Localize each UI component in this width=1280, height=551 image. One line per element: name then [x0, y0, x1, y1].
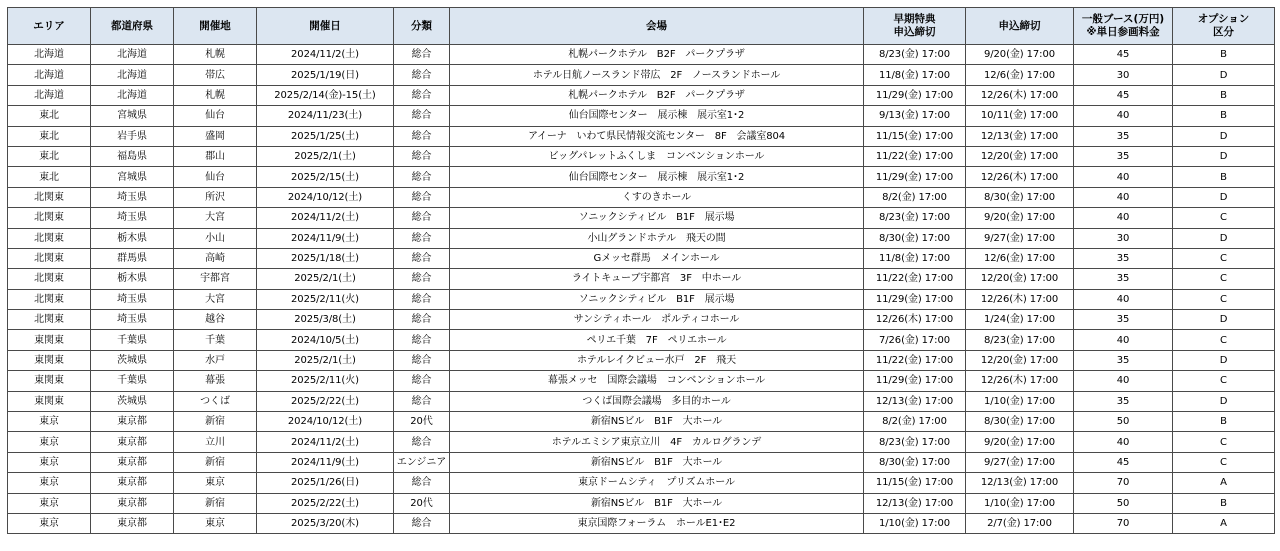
cell-deadline: 8/23(金) 17:00: [966, 330, 1074, 350]
table-header-row: [8, 8, 1275, 45]
cell-date: 2025/1/25(土): [257, 126, 394, 146]
cell-prefecture: 群馬県: [91, 248, 174, 268]
cell-prefecture: 東京都: [91, 473, 174, 493]
cell-venue: ホテル日航ノースランド帯広 2F ノースランドホール: [450, 65, 864, 85]
cell-category: 20代: [394, 493, 450, 513]
cell-option: D: [1173, 228, 1275, 248]
cell-option: D: [1173, 187, 1275, 207]
cell-deadline: 12/20(金) 17:00: [966, 269, 1074, 289]
table-row: [8, 391, 1275, 411]
cell-area: 北関東: [8, 187, 91, 207]
header-booth-fee-line2: ※単日参画料金: [1086, 26, 1160, 38]
cell-booth-fee: 70: [1074, 473, 1173, 493]
cell-area: 東京: [8, 412, 91, 432]
cell-deadline: 12/13(金) 17:00: [966, 126, 1074, 146]
cell-date: 2025/2/14(金)-15(土): [257, 85, 394, 105]
cell-category: 総合: [394, 45, 450, 65]
cell-booth-fee: 45: [1074, 452, 1173, 472]
cell-option: C: [1173, 371, 1275, 391]
cell-area: 北海道: [8, 45, 91, 65]
cell-city: 立川: [174, 432, 257, 452]
cell-prefecture: 茨城県: [91, 350, 174, 370]
header-early-deadline-line1: 早期特典: [893, 13, 936, 25]
cell-city: 仙台: [174, 106, 257, 126]
cell-deadline: 12/6(金) 17:00: [966, 248, 1074, 268]
cell-venue: 札幌パークホテル B2F パークプラザ: [450, 45, 864, 65]
cell-date: 2025/1/18(土): [257, 248, 394, 268]
cell-date: 2025/2/1(土): [257, 350, 394, 370]
header-option: [1173, 8, 1275, 45]
cell-option: B: [1173, 85, 1275, 105]
cell-booth-fee: 50: [1074, 412, 1173, 432]
cell-area: 東関東: [8, 350, 91, 370]
cell-category: 総合: [394, 85, 450, 105]
cell-category: 総合: [394, 248, 450, 268]
table-row: [8, 187, 1275, 207]
cell-date: 2024/11/9(土): [257, 228, 394, 248]
header-early-deadline: [864, 8, 966, 45]
table-row: [8, 167, 1275, 187]
cell-area: 北海道: [8, 85, 91, 105]
cell-venue: ビッグパレットふくしま コンベンションホール: [450, 146, 864, 166]
cell-early-deadline: 11/22(金) 17:00: [864, 269, 966, 289]
cell-venue: ペリエ千葉 7F ペリエホール: [450, 330, 864, 350]
table-row: [8, 248, 1275, 268]
cell-prefecture: 福島県: [91, 146, 174, 166]
cell-venue: 仙台国際センター 展示棟 展示室1･2: [450, 106, 864, 126]
cell-booth-fee: 40: [1074, 330, 1173, 350]
cell-date: 2025/3/20(木): [257, 513, 394, 533]
table-row: [8, 126, 1275, 146]
cell-early-deadline: 11/8(金) 17:00: [864, 248, 966, 268]
cell-venue: ホテルレイクビュー水戸 2F 飛天: [450, 350, 864, 370]
cell-early-deadline: 8/23(金) 17:00: [864, 208, 966, 228]
cell-date: 2024/11/9(土): [257, 452, 394, 472]
header-prefecture: 都道府県: [91, 8, 174, 45]
cell-deadline: 9/27(金) 17:00: [966, 228, 1074, 248]
cell-deadline: 12/6(金) 17:00: [966, 65, 1074, 85]
cell-venue: アイーナ いわて県民情報交流センター 8F 会議室804: [450, 126, 864, 146]
header-category: 分類: [394, 8, 450, 45]
cell-city: 宇都宮: [174, 269, 257, 289]
table-row: [8, 45, 1275, 65]
cell-date: 2025/1/26(日): [257, 473, 394, 493]
cell-option: D: [1173, 391, 1275, 411]
cell-prefecture: 埼玉県: [91, 310, 174, 330]
cell-option: B: [1173, 493, 1275, 513]
cell-venue: 東京国際フォーラム ホールE1･E2: [450, 513, 864, 533]
cell-city: 高崎: [174, 248, 257, 268]
cell-early-deadline: 8/23(金) 17:00: [864, 45, 966, 65]
cell-city: 盛岡: [174, 126, 257, 146]
cell-deadline: 12/20(金) 17:00: [966, 146, 1074, 166]
cell-date: 2024/10/5(土): [257, 330, 394, 350]
cell-early-deadline: 11/15(金) 17:00: [864, 473, 966, 493]
table-row: [8, 310, 1275, 330]
cell-venue: ソニックシティビル B1F 展示場: [450, 289, 864, 309]
cell-venue: ソニックシティビル B1F 展示場: [450, 208, 864, 228]
cell-category: 総合: [394, 167, 450, 187]
cell-booth-fee: 35: [1074, 269, 1173, 289]
cell-early-deadline: 8/23(金) 17:00: [864, 432, 966, 452]
cell-early-deadline: 12/13(金) 17:00: [864, 391, 966, 411]
cell-early-deadline: 8/2(金) 17:00: [864, 187, 966, 207]
cell-venue: ホテルエミシア東京立川 4F カルログランデ: [450, 432, 864, 452]
cell-category: 総合: [394, 310, 450, 330]
cell-prefecture: 埼玉県: [91, 187, 174, 207]
cell-option: C: [1173, 432, 1275, 452]
cell-area: 東北: [8, 126, 91, 146]
cell-early-deadline: 8/30(金) 17:00: [864, 452, 966, 472]
cell-prefecture: 千葉県: [91, 371, 174, 391]
table-row: [8, 289, 1275, 309]
cell-early-deadline: 11/15(金) 17:00: [864, 126, 966, 146]
cell-early-deadline: 1/10(金) 17:00: [864, 513, 966, 533]
cell-deadline: 12/20(金) 17:00: [966, 350, 1074, 370]
cell-venue: つくば国際会議場 多目的ホール: [450, 391, 864, 411]
cell-city: つくば: [174, 391, 257, 411]
cell-area: 東北: [8, 146, 91, 166]
table-row: [8, 493, 1275, 513]
cell-date: 2024/11/2(土): [257, 45, 394, 65]
cell-prefecture: 宮城県: [91, 167, 174, 187]
cell-deadline: 9/27(金) 17:00: [966, 452, 1074, 472]
cell-early-deadline: 11/8(金) 17:00: [864, 65, 966, 85]
cell-early-deadline: 11/29(金) 17:00: [864, 371, 966, 391]
cell-prefecture: 宮城県: [91, 106, 174, 126]
cell-area: 東京: [8, 432, 91, 452]
cell-city: 仙台: [174, 167, 257, 187]
cell-date: 2025/2/11(火): [257, 289, 394, 309]
cell-booth-fee: 45: [1074, 45, 1173, 65]
table-row: [8, 412, 1275, 432]
cell-venue: 新宿NSビル B1F 大ホール: [450, 412, 864, 432]
table-row: [8, 452, 1275, 472]
cell-prefecture: 栃木県: [91, 228, 174, 248]
cell-area: 北海道: [8, 65, 91, 85]
cell-venue: 札幌パークホテル B2F パークプラザ: [450, 85, 864, 105]
cell-option: C: [1173, 452, 1275, 472]
header-option-line1: オプション: [1197, 13, 1250, 25]
cell-deadline: 12/26(木) 17:00: [966, 289, 1074, 309]
cell-booth-fee: 35: [1074, 350, 1173, 370]
event-schedule-table-container: [7, 7, 1275, 534]
cell-area: 北関東: [8, 248, 91, 268]
cell-deadline: 10/11(金) 17:00: [966, 106, 1074, 126]
cell-option: C: [1173, 248, 1275, 268]
header-booth-fee-line1: 一般ブース(万円): [1081, 13, 1165, 25]
cell-deadline: 12/26(木) 17:00: [966, 167, 1074, 187]
header-deadline: 申込締切: [966, 8, 1074, 45]
cell-option: A: [1173, 473, 1275, 493]
cell-booth-fee: 40: [1074, 289, 1173, 309]
cell-venue: 新宿NSビル B1F 大ホール: [450, 452, 864, 472]
cell-venue: くすのきホール: [450, 187, 864, 207]
cell-deadline: 9/20(金) 17:00: [966, 432, 1074, 452]
cell-option: C: [1173, 269, 1275, 289]
cell-category: 総合: [394, 228, 450, 248]
cell-booth-fee: 30: [1074, 228, 1173, 248]
cell-category: 総合: [394, 371, 450, 391]
cell-early-deadline: 9/13(金) 17:00: [864, 106, 966, 126]
cell-date: 2025/1/19(日): [257, 65, 394, 85]
cell-area: 東北: [8, 167, 91, 187]
cell-booth-fee: 40: [1074, 432, 1173, 452]
cell-category: 総合: [394, 126, 450, 146]
cell-area: 東京: [8, 473, 91, 493]
cell-date: 2024/10/12(土): [257, 187, 394, 207]
cell-date: 2024/10/12(土): [257, 412, 394, 432]
cell-category: 20代: [394, 412, 450, 432]
cell-booth-fee: 35: [1074, 146, 1173, 166]
cell-city: 大宮: [174, 289, 257, 309]
cell-city: 東京: [174, 473, 257, 493]
cell-option: C: [1173, 330, 1275, 350]
cell-option: A: [1173, 513, 1275, 533]
cell-option: B: [1173, 45, 1275, 65]
table-row: [8, 513, 1275, 533]
cell-category: 総合: [394, 513, 450, 533]
cell-booth-fee: 40: [1074, 187, 1173, 207]
cell-date: 2025/2/22(土): [257, 493, 394, 513]
cell-option: C: [1173, 289, 1275, 309]
cell-city: 郡山: [174, 146, 257, 166]
cell-category: エンジニア: [394, 452, 450, 472]
table-row: [8, 350, 1275, 370]
cell-date: 2025/2/1(土): [257, 146, 394, 166]
table-row: [8, 432, 1275, 452]
cell-city: 水戸: [174, 350, 257, 370]
cell-booth-fee: 45: [1074, 85, 1173, 105]
cell-early-deadline: 11/29(金) 17:00: [864, 85, 966, 105]
header-area: エリア: [8, 8, 91, 45]
cell-option: D: [1173, 310, 1275, 330]
cell-deadline: 9/20(金) 17:00: [966, 45, 1074, 65]
cell-prefecture: 東京都: [91, 432, 174, 452]
cell-booth-fee: 35: [1074, 126, 1173, 146]
cell-early-deadline: 11/22(金) 17:00: [864, 350, 966, 370]
table-body: [8, 45, 1275, 534]
cell-prefecture: 茨城県: [91, 391, 174, 411]
cell-category: 総合: [394, 289, 450, 309]
cell-date: 2024/11/2(土): [257, 208, 394, 228]
cell-prefecture: 千葉県: [91, 330, 174, 350]
cell-early-deadline: 11/29(金) 17:00: [864, 167, 966, 187]
cell-city: 小山: [174, 228, 257, 248]
cell-city: 大宮: [174, 208, 257, 228]
cell-option: D: [1173, 350, 1275, 370]
cell-area: 東京: [8, 493, 91, 513]
cell-venue: Gメッセ群馬 メインホール: [450, 248, 864, 268]
cell-option: D: [1173, 65, 1275, 85]
cell-date: 2024/11/2(土): [257, 432, 394, 452]
cell-early-deadline: 12/13(金) 17:00: [864, 493, 966, 513]
cell-prefecture: 岩手県: [91, 126, 174, 146]
cell-area: 東北: [8, 106, 91, 126]
cell-date: 2025/3/8(土): [257, 310, 394, 330]
cell-option: B: [1173, 412, 1275, 432]
cell-area: 東関東: [8, 391, 91, 411]
table-row: [8, 65, 1275, 85]
cell-area: 東京: [8, 452, 91, 472]
cell-booth-fee: 40: [1074, 106, 1173, 126]
cell-category: 総合: [394, 106, 450, 126]
cell-area: 北関東: [8, 289, 91, 309]
cell-area: 北関東: [8, 310, 91, 330]
cell-deadline: 9/20(金) 17:00: [966, 208, 1074, 228]
table-row: [8, 106, 1275, 126]
cell-category: 総合: [394, 146, 450, 166]
cell-category: 総合: [394, 473, 450, 493]
header-booth-fee: [1074, 8, 1173, 45]
cell-venue: 小山グランドホテル 飛天の間: [450, 228, 864, 248]
cell-area: 東関東: [8, 371, 91, 391]
cell-deadline: 8/30(金) 17:00: [966, 412, 1074, 432]
cell-city: 千葉: [174, 330, 257, 350]
table-row: [8, 208, 1275, 228]
event-schedule-table: [7, 7, 1275, 534]
cell-deadline: 1/10(金) 17:00: [966, 391, 1074, 411]
header-city: 開催地: [174, 8, 257, 45]
cell-area: 東京: [8, 513, 91, 533]
cell-city: 所沢: [174, 187, 257, 207]
cell-category: 総合: [394, 187, 450, 207]
cell-area: 東関東: [8, 330, 91, 350]
cell-venue: サンシティホール ポルティコホール: [450, 310, 864, 330]
cell-deadline: 12/26(木) 17:00: [966, 371, 1074, 391]
table-row: [8, 269, 1275, 289]
cell-booth-fee: 50: [1074, 493, 1173, 513]
cell-category: 総合: [394, 65, 450, 85]
cell-prefecture: 東京都: [91, 412, 174, 432]
cell-deadline: 2/7(金) 17:00: [966, 513, 1074, 533]
cell-date: 2025/2/15(土): [257, 167, 394, 187]
cell-prefecture: 北海道: [91, 45, 174, 65]
cell-option: D: [1173, 126, 1275, 146]
cell-early-deadline: 7/26(金) 17:00: [864, 330, 966, 350]
cell-early-deadline: 11/22(金) 17:00: [864, 146, 966, 166]
cell-prefecture: 東京都: [91, 513, 174, 533]
cell-prefecture: 北海道: [91, 85, 174, 105]
cell-booth-fee: 40: [1074, 208, 1173, 228]
cell-prefecture: 東京都: [91, 452, 174, 472]
cell-category: 総合: [394, 269, 450, 289]
cell-deadline: 8/30(金) 17:00: [966, 187, 1074, 207]
cell-city: 札幌: [174, 85, 257, 105]
header-venue: 会場: [450, 8, 864, 45]
header-option-line2: 区分: [1213, 26, 1234, 38]
cell-city: 東京: [174, 513, 257, 533]
cell-venue: 仙台国際センター 展示棟 展示室1･2: [450, 167, 864, 187]
cell-category: 総合: [394, 208, 450, 228]
cell-category: 総合: [394, 391, 450, 411]
cell-date: 2025/2/11(火): [257, 371, 394, 391]
header-date: 開催日: [257, 8, 394, 45]
cell-booth-fee: 40: [1074, 371, 1173, 391]
cell-area: 北関東: [8, 228, 91, 248]
cell-venue: 東京ドームシティ プリズムホール: [450, 473, 864, 493]
cell-early-deadline: 12/26(木) 17:00: [864, 310, 966, 330]
table-row: [8, 330, 1275, 350]
cell-prefecture: 埼玉県: [91, 208, 174, 228]
cell-city: 新宿: [174, 452, 257, 472]
cell-city: 越谷: [174, 310, 257, 330]
cell-category: 総合: [394, 350, 450, 370]
table-row: [8, 228, 1275, 248]
cell-early-deadline: 11/29(金) 17:00: [864, 289, 966, 309]
cell-city: 札幌: [174, 45, 257, 65]
cell-city: 新宿: [174, 493, 257, 513]
cell-booth-fee: 35: [1074, 391, 1173, 411]
cell-deadline: 12/26(木) 17:00: [966, 85, 1074, 105]
cell-early-deadline: 8/30(金) 17:00: [864, 228, 966, 248]
cell-date: 2025/2/1(土): [257, 269, 394, 289]
cell-deadline: 12/13(金) 17:00: [966, 473, 1074, 493]
cell-booth-fee: 70: [1074, 513, 1173, 533]
cell-category: 総合: [394, 330, 450, 350]
cell-city: 帯広: [174, 65, 257, 85]
cell-deadline: 1/10(金) 17:00: [966, 493, 1074, 513]
cell-booth-fee: 40: [1074, 167, 1173, 187]
cell-deadline: 1/24(金) 17:00: [966, 310, 1074, 330]
cell-booth-fee: 30: [1074, 65, 1173, 85]
cell-option: B: [1173, 106, 1275, 126]
cell-area: 北関東: [8, 269, 91, 289]
cell-prefecture: 北海道: [91, 65, 174, 85]
table-row: [8, 146, 1275, 166]
cell-venue: ライトキューブ宇都宮 3F 中ホール: [450, 269, 864, 289]
table-row: [8, 371, 1275, 391]
cell-city: 新宿: [174, 412, 257, 432]
cell-area: 北関東: [8, 208, 91, 228]
cell-option: D: [1173, 146, 1275, 166]
header-early-deadline-line2: 申込締切: [893, 26, 936, 38]
cell-booth-fee: 35: [1074, 310, 1173, 330]
cell-prefecture: 東京都: [91, 493, 174, 513]
cell-city: 幕張: [174, 371, 257, 391]
table-row: [8, 85, 1275, 105]
cell-venue: 新宿NSビル B1F 大ホール: [450, 493, 864, 513]
cell-option: C: [1173, 208, 1275, 228]
cell-date: 2024/11/23(土): [257, 106, 394, 126]
cell-early-deadline: 8/2(金) 17:00: [864, 412, 966, 432]
cell-prefecture: 埼玉県: [91, 289, 174, 309]
cell-category: 総合: [394, 432, 450, 452]
table-row: [8, 473, 1275, 493]
cell-date: 2025/2/22(土): [257, 391, 394, 411]
cell-booth-fee: 35: [1074, 248, 1173, 268]
cell-prefecture: 栃木県: [91, 269, 174, 289]
cell-option: B: [1173, 167, 1275, 187]
cell-venue: 幕張メッセ 国際会議場 コンベンションホール: [450, 371, 864, 391]
